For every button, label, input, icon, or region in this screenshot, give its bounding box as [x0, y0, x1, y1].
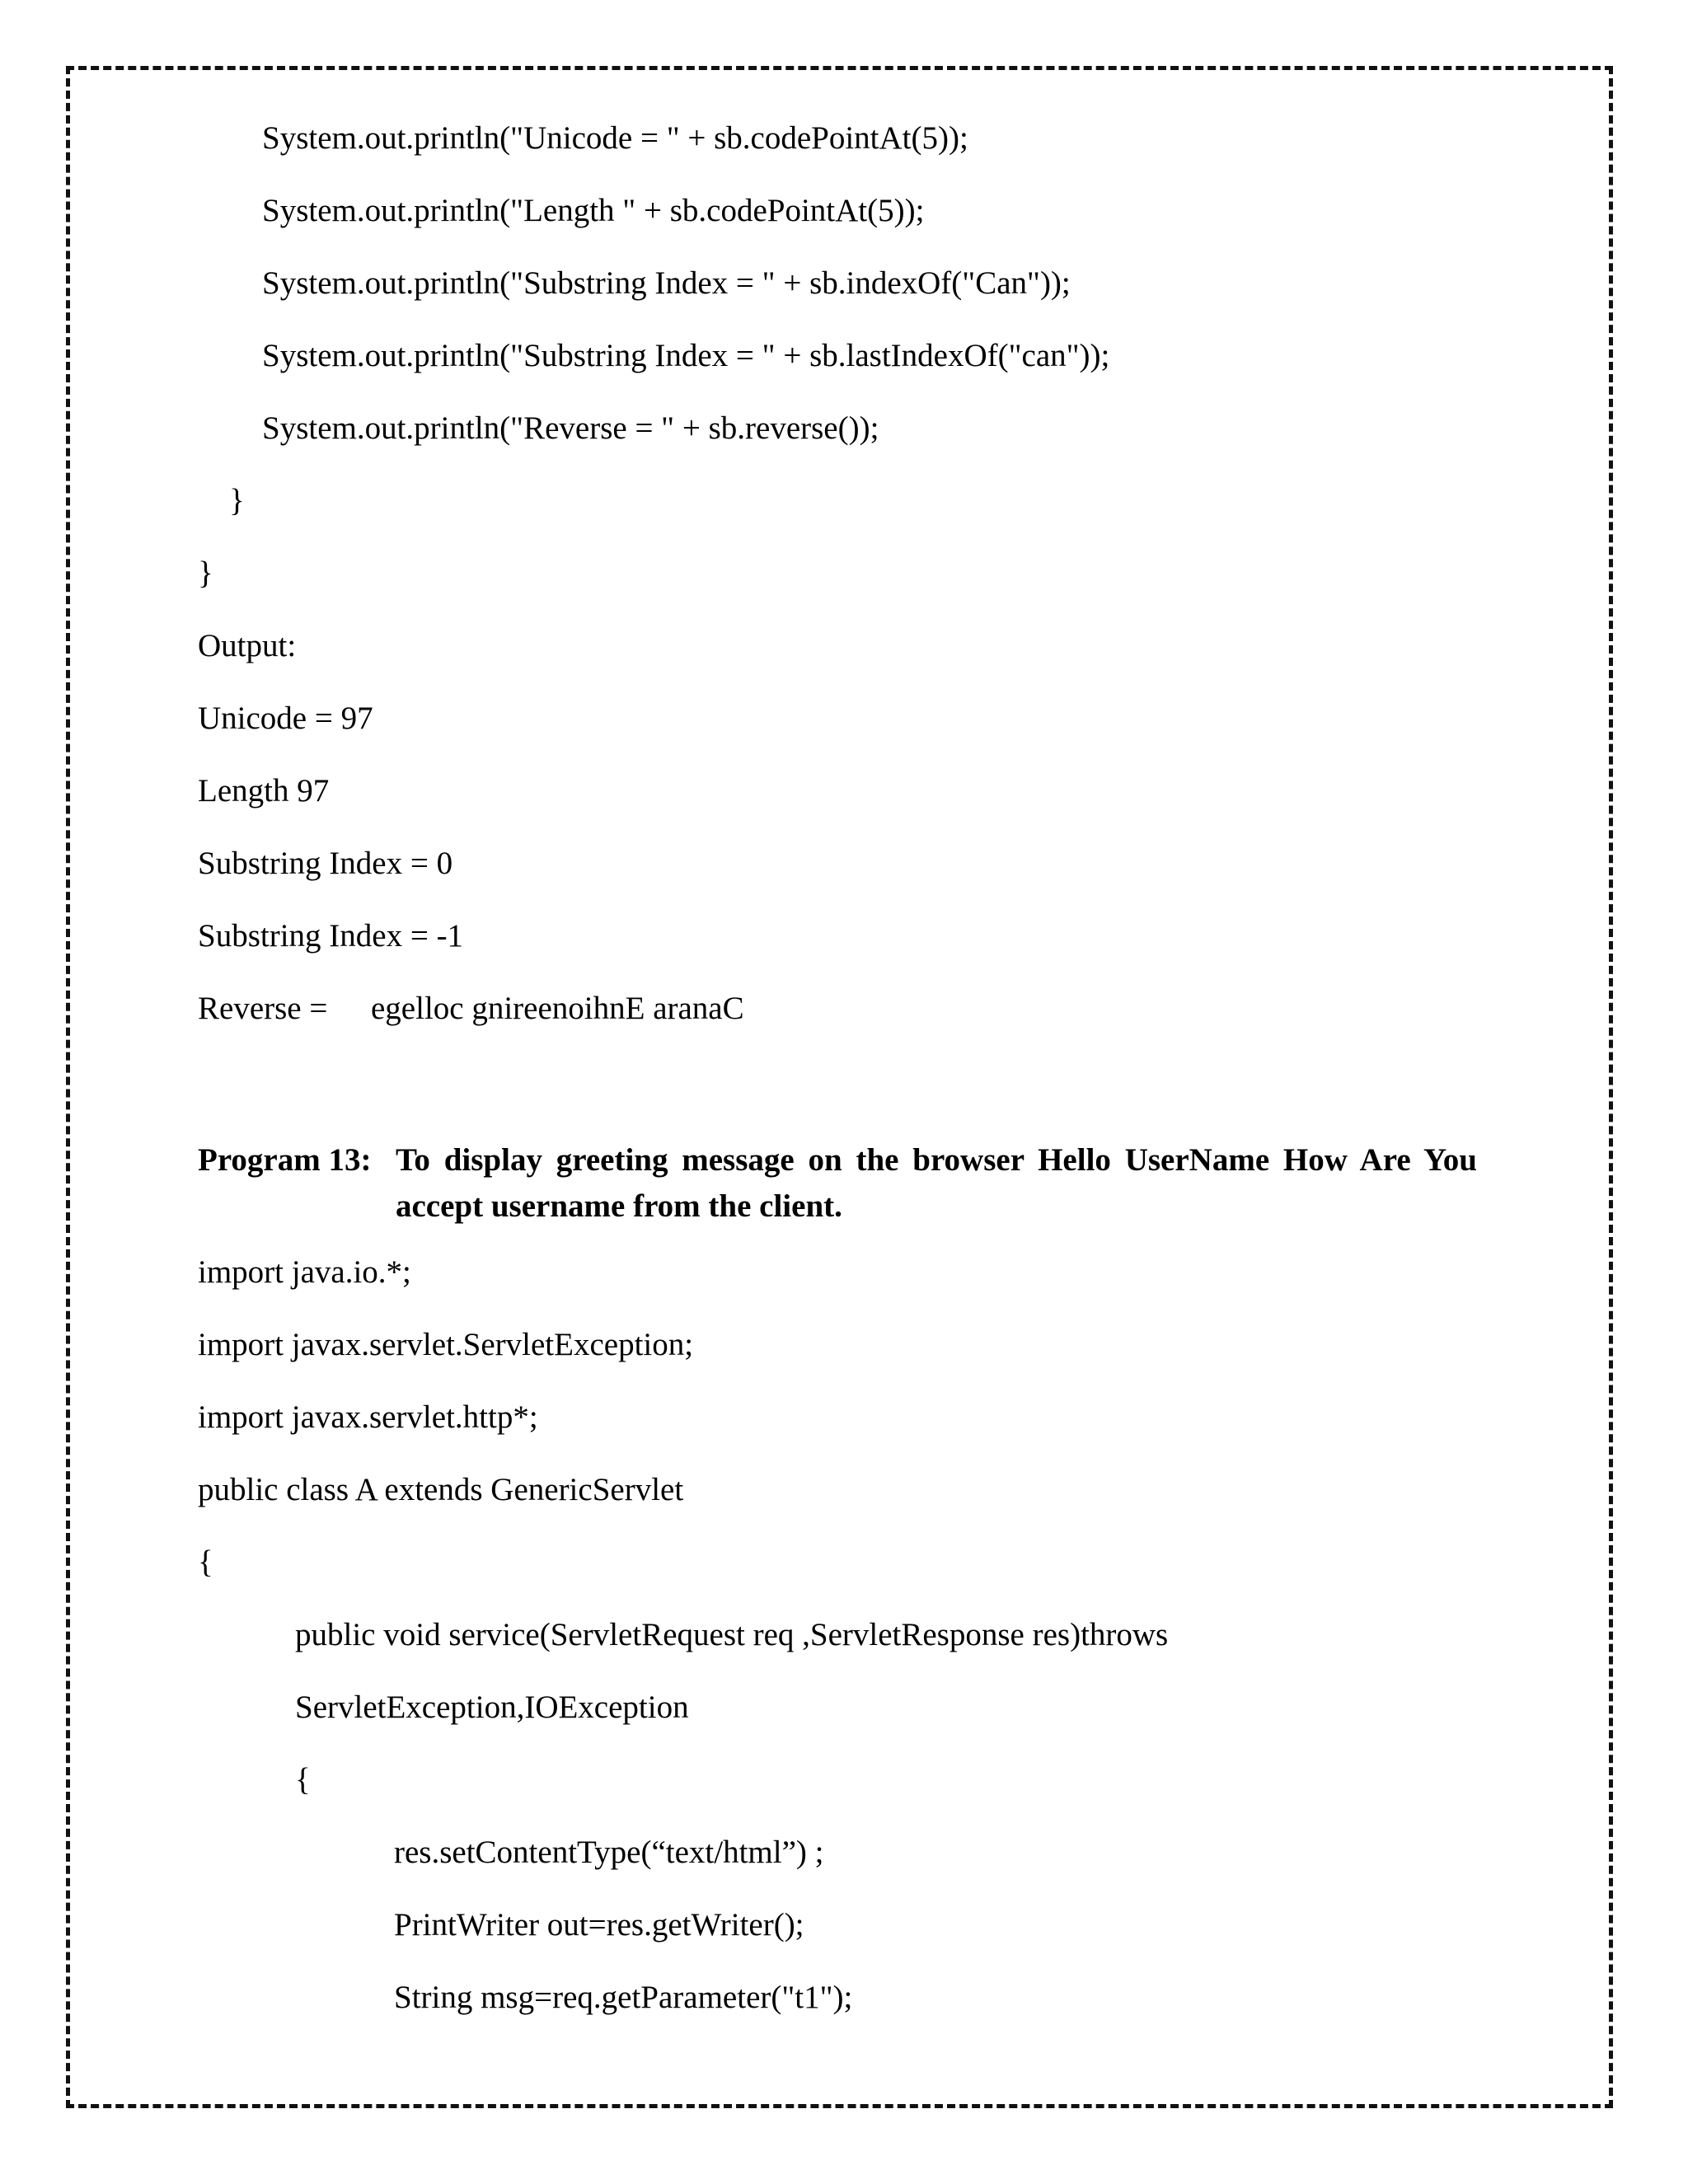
code-line: PrintWriter out=res.getWriter(); — [394, 1907, 804, 1943]
program-heading — [198, 1137, 1484, 1230]
output-line: Substring Index = -1 — [198, 918, 464, 954]
code-line: public void service(ServletRequest req ,ServletResponse res)throws — [295, 1617, 1169, 1652]
code-line: System.out.println("Substring Index = " + sb.indexOf("Can")); — [262, 265, 1071, 301]
code-line: System.out.println("Reverse = " + sb.reverse()); — [262, 410, 879, 446]
code-closing-brace: } — [198, 555, 213, 591]
output-line: Length 97 — [198, 773, 330, 808]
code-line: public class A extends GenericServlet — [198, 1472, 684, 1507]
output-reverse-label: Reverse = — [198, 991, 328, 1026]
code-line: import javax.servlet.http*; — [198, 1399, 538, 1435]
program-number: Program 13: — [198, 1142, 372, 1178]
program-title — [396, 1137, 1477, 1230]
code-opening-brace: { — [198, 1544, 213, 1580]
program-title-line-1: To display greeting message on the browser Hello UserName How Are You — [396, 1142, 1477, 1178]
code-line: System.out.println("Unicode = " + sb.codePointAt(5)); — [262, 120, 968, 156]
code-line: System.out.println("Length " + sb.codePointAt(5)); — [262, 193, 925, 228]
code-line: System.out.println("Substring Index = " + sb.lastIndexOf("can")); — [262, 338, 1110, 373]
code-line: String msg=req.getParameter("t1"); — [394, 1980, 853, 2015]
code-opening-brace: { — [295, 1762, 311, 1797]
output-line: Unicode = 97 — [198, 701, 373, 736]
code-line: import javax.servlet.ServletException; — [198, 1327, 694, 1362]
output-line: Substring Index = 0 — [198, 846, 453, 881]
code-closing-brace: } — [229, 483, 245, 518]
program-title-line-2: accept username from the client. — [396, 1188, 842, 1224]
code-line: res.setContentType(“text/html”) ; — [394, 1835, 824, 1870]
output-reverse-value: egelloc gnireenoihnE aranaC — [371, 991, 744, 1026]
code-line: import java.io.*; — [198, 1254, 411, 1290]
code-line: ServletException,IOException — [295, 1690, 689, 1725]
output-label: Output: — [198, 628, 297, 663]
